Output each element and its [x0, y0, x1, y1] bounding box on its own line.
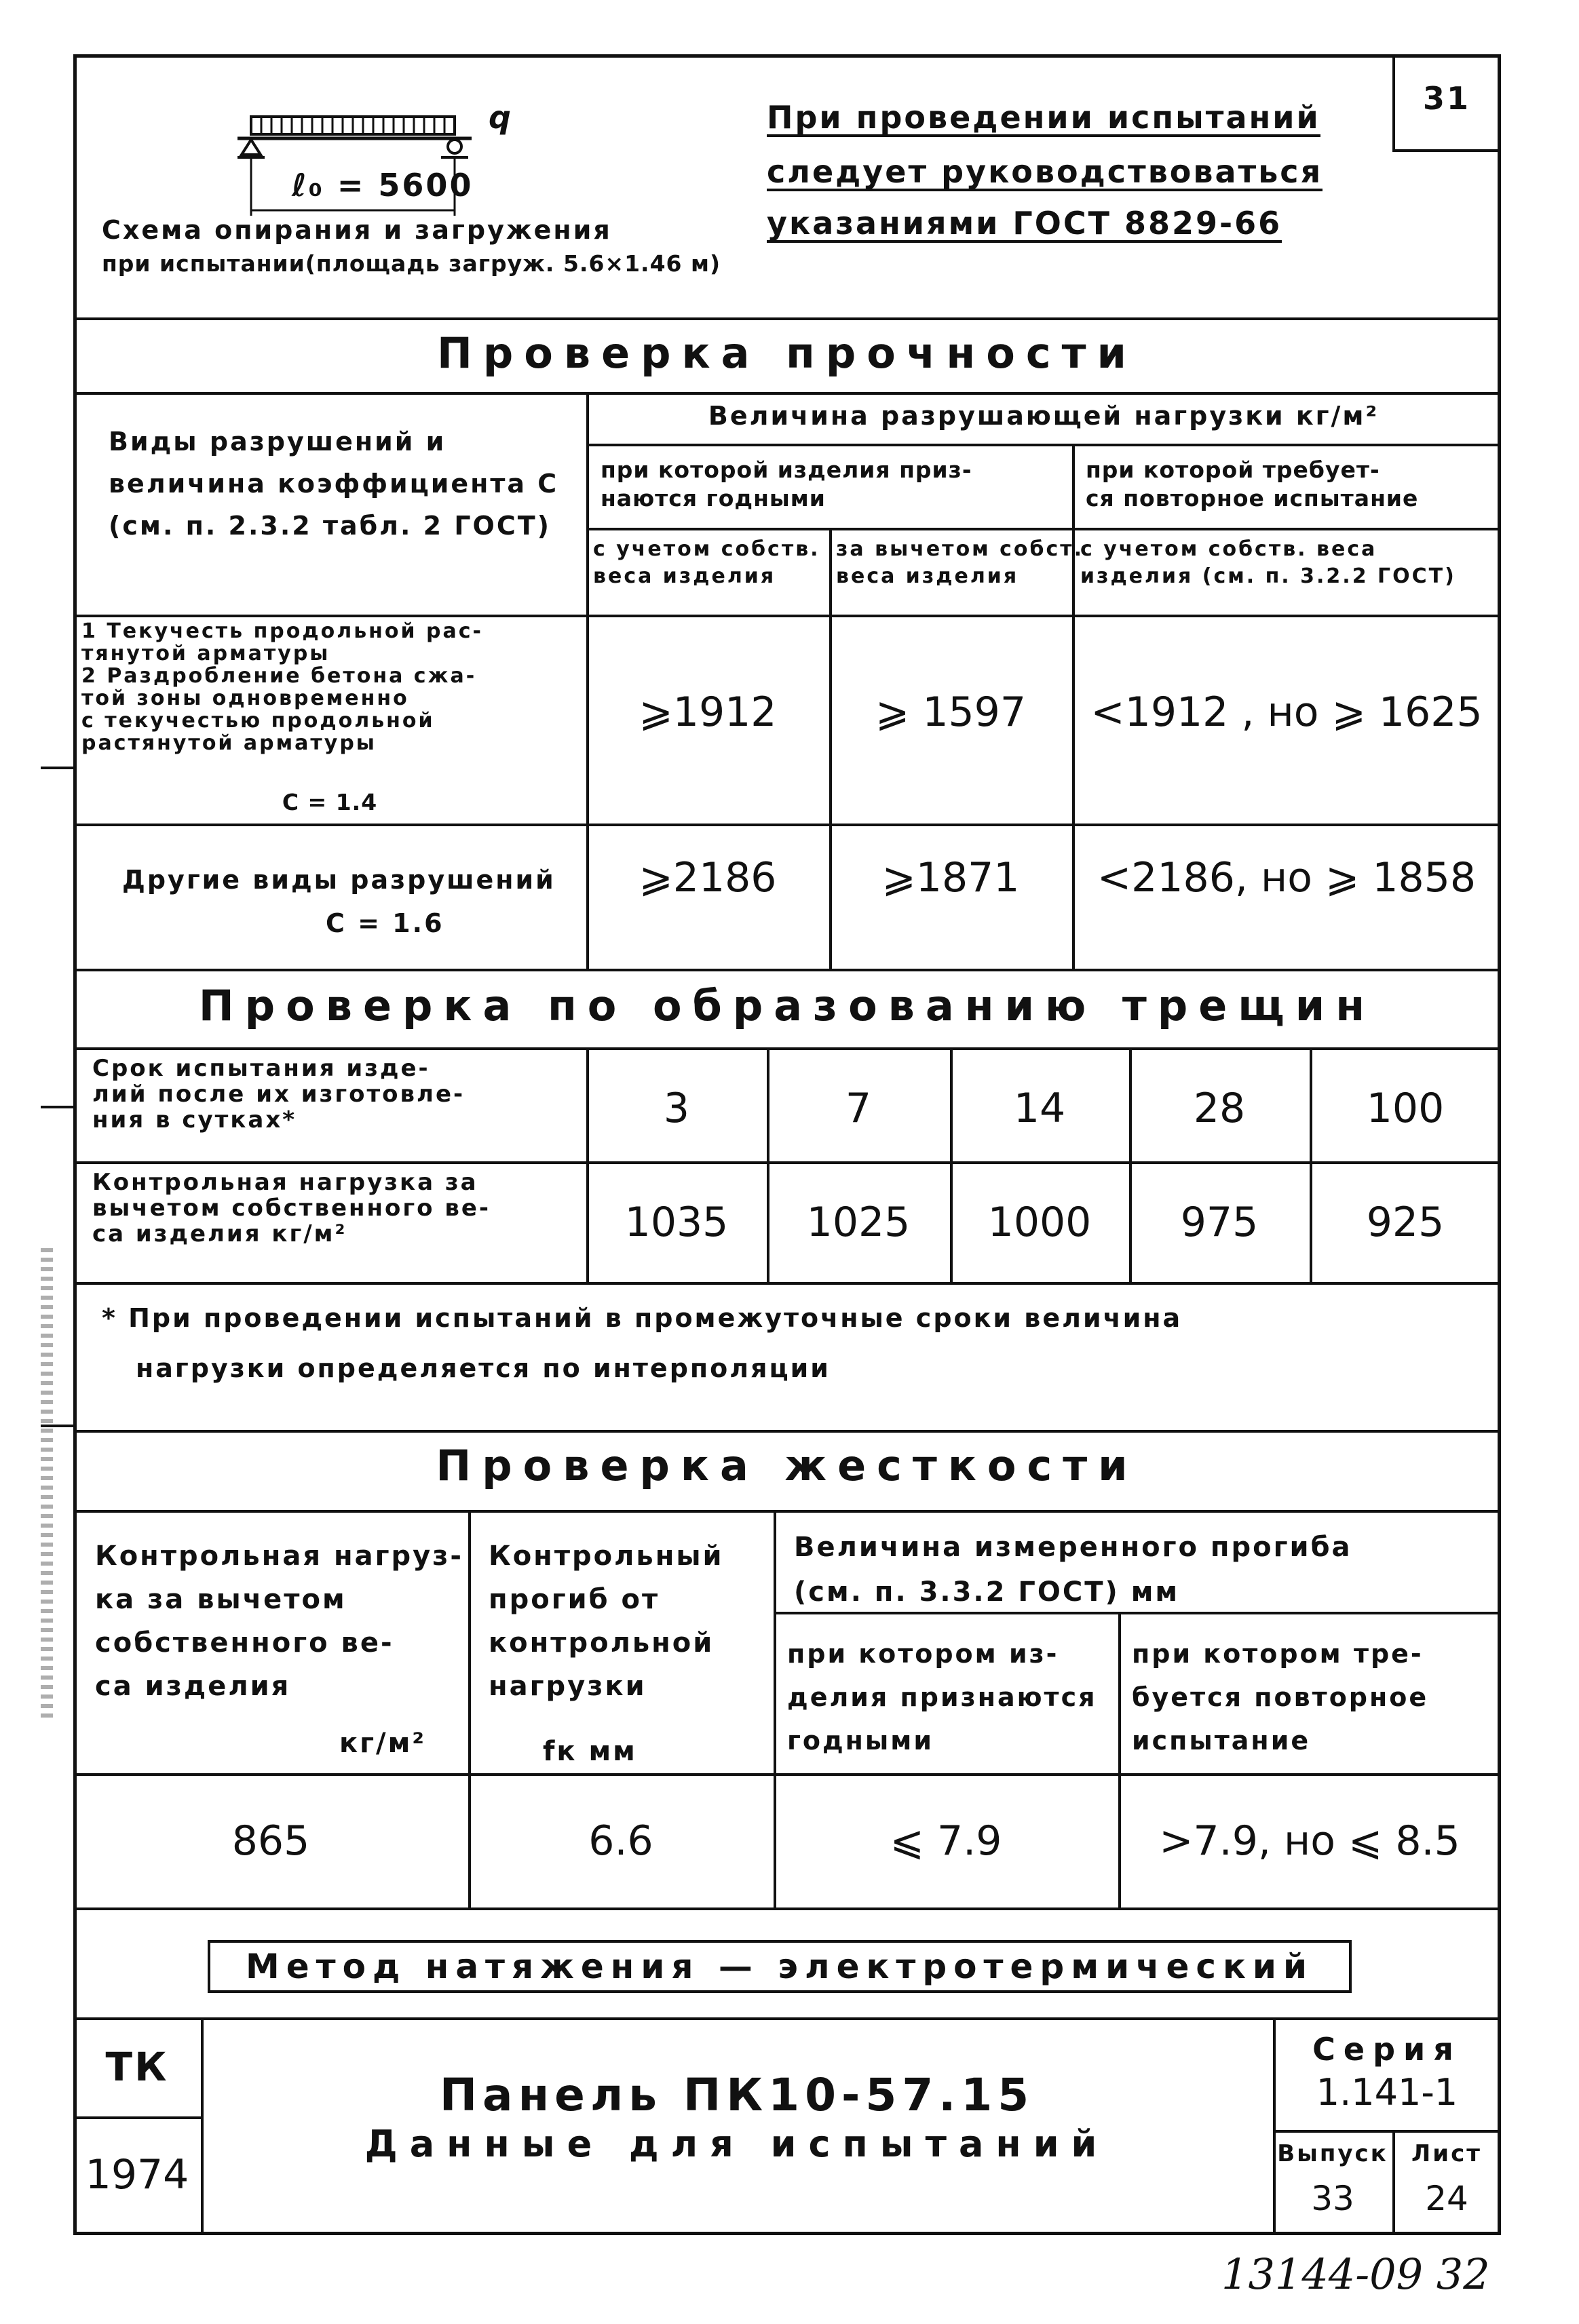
sheet-label: Лист: [1411, 2140, 1482, 2167]
rule: [1310, 1047, 1312, 1282]
rule: [73, 969, 1501, 971]
scheme-caption-2: при испытании(площадь загруж. 5.6×1.46 м): [102, 250, 721, 277]
cracks-load-2: 1025: [806, 1199, 911, 1246]
drawing-title: Панель ПК10-57.15: [439, 2069, 1035, 2121]
stiffness-retest-value: >7.9, но ⩽ 8.5: [1159, 1817, 1460, 1865]
with-weight-ref-header: с учетом собств. веса изделия (см. п. 3.2.2 ГОСТ): [1080, 537, 1456, 588]
strength-row-2-desc: Другие виды разрушений: [122, 865, 556, 895]
drawing-subtitle: Данные для испытаний: [364, 2123, 1109, 2165]
span-label: ℓ₀ = 5600: [292, 167, 474, 204]
cracks-load-1: 1035: [624, 1199, 729, 1246]
cracks-day-1: 3: [663, 1085, 690, 1132]
rule: [73, 1907, 1501, 1910]
rule: [73, 1430, 1501, 1433]
method-label: Метод натяжения — электротермический: [245, 1947, 1314, 1986]
rule: [586, 1047, 589, 1282]
cracks-load-5: 925: [1366, 1199, 1445, 1246]
footer-number: 13144-09 32: [1221, 2249, 1490, 2299]
rule: [73, 2116, 201, 2119]
strength-row-1-desc: 1 Текучесть продольной рас- тянутой арматуры 2 Раздробление бетона сжа- той зоны одновременно с текучестью продольной растянутой арматуры: [81, 619, 483, 755]
strength-load-header: Величина разрушающей нагрузки кг/м²: [708, 401, 1380, 431]
stiffness-deflection-value: 6.6: [588, 1817, 653, 1865]
rule: [73, 1773, 1501, 1776]
rule: [73, 615, 1501, 617]
cracks-load-4: 975: [1180, 1199, 1259, 1246]
stiffness-col2: Контрольный прогиб от контрольной нагрузки: [489, 1541, 724, 1702]
strength-row-1-minus: ⩾ 1597: [875, 689, 1027, 736]
stiffness-col1-unit: кг/м²: [339, 1728, 426, 1759]
strength-row-header: Виды разрушений и величина коэффициента С (см. п. 2.3.2 табл. 2 ГОСТ): [109, 427, 559, 541]
series-label: Серия: [1312, 2031, 1462, 2068]
cracks-day-5: 100: [1366, 1085, 1445, 1132]
org-label: ТК: [105, 2044, 169, 2090]
strength-row-1-with: ⩾1912: [639, 689, 777, 736]
strength-row-2-with: ⩾2186: [639, 854, 777, 902]
strength-title: Проверка прочности: [437, 328, 1137, 378]
rule: [73, 1510, 1501, 1513]
cracks-day-3: 14: [1013, 1085, 1066, 1132]
rule: [586, 444, 1501, 446]
notice-line-1: При проведении испытаний: [767, 99, 1320, 136]
strength-row-1-coef: С = 1.4: [282, 789, 378, 815]
stiffness-col2-unit: fк мм: [543, 1736, 637, 1767]
stiffness-col3b: при котором тре- буется повторное испытание: [1132, 1639, 1429, 1756]
margin-stamp: [41, 1248, 53, 1723]
rule: [586, 528, 1501, 530]
sheet-value: 24: [1425, 2179, 1468, 2218]
retest-header: при которой требует- ся повторное испытание: [1086, 457, 1419, 511]
rule: [950, 1047, 953, 1282]
rule: [73, 317, 1501, 320]
stiffness-col1: Контрольная нагруз- ка за вычетом собственного ве- са изделия: [95, 1541, 464, 1702]
cracks-note-2: нагрузки определяется по интерполяции: [136, 1353, 831, 1383]
rule: [73, 1161, 1501, 1164]
rule: [1118, 1612, 1121, 1907]
pin-support: [242, 140, 261, 155]
issue-value: 33: [1311, 2179, 1354, 2218]
load-symbol: q: [489, 99, 513, 136]
strength-row-2-coef: С = 1.6: [326, 908, 444, 938]
year-label: 1974: [85, 2151, 189, 2199]
rule: [829, 528, 832, 969]
cracks-note-1: * При проведении испытаний в промежуточные сроки величина: [102, 1303, 1183, 1333]
cracks-load-3: 1000: [987, 1199, 1092, 1246]
stiffness-col3a: при котором из- делия признаются годными: [787, 1639, 1097, 1756]
stiffness-load-value: 865: [231, 1817, 310, 1865]
rule: [73, 1282, 1501, 1285]
with-weight-header: с учетом собств. веса изделия: [593, 537, 820, 588]
strength-row-2-retest: <2186, но ⩾ 1858: [1097, 854, 1477, 902]
cracks-term-label: Срок испытания изде- лий после их изготовле- ния в сутках*: [92, 1055, 465, 1134]
issue-label: Выпуск: [1277, 2140, 1388, 2167]
margin-tick: [41, 1106, 75, 1108]
cracks-day-2: 7: [845, 1085, 872, 1132]
roller-support: [448, 140, 461, 153]
stiffness-title: Проверка жесткости: [436, 1441, 1139, 1490]
rule: [774, 1612, 1501, 1614]
corner-box-bottom: [1392, 149, 1501, 152]
cracks-title: Проверка по образованию трещин: [198, 981, 1376, 1030]
stiffness-accepted-value: ⩽ 7.9: [890, 1817, 1002, 1865]
rule: [1129, 1047, 1132, 1282]
rule: [73, 824, 1501, 826]
cracks-day-4: 28: [1193, 1085, 1246, 1132]
margin-tick: [41, 767, 75, 769]
cracks-load-label: Контрольная нагрузка за вычетом собственного ве- са изделия кг/м²: [92, 1169, 491, 1247]
scheme-caption-1: Схема опирания и загружения: [102, 215, 612, 245]
strength-row-2-minus: ⩾1871: [881, 854, 1020, 902]
rule: [1273, 2130, 1501, 2133]
rule: [73, 1047, 1501, 1050]
rule: [767, 1047, 769, 1282]
series-value: 1.141-1: [1316, 2071, 1458, 2114]
notice-line-3: указаниями ГОСТ 8829-66: [767, 205, 1282, 241]
rule: [73, 392, 1501, 395]
strength-row-1-retest: <1912 , но ⩾ 1625: [1090, 689, 1483, 736]
notice-line-2: следует руководствоваться: [767, 153, 1323, 190]
stiffness-col3-top: Величина измеренного прогиба (см. п. 3.3.2 ГОСТ) мм: [794, 1532, 1352, 1608]
rule: [73, 2017, 1501, 2020]
minus-weight-header: за вычетом собст. веса изделия: [836, 537, 1084, 588]
accepted-header: при которой изделия приз- наются годными: [601, 457, 972, 511]
page-corner-number: 31: [1422, 80, 1470, 117]
